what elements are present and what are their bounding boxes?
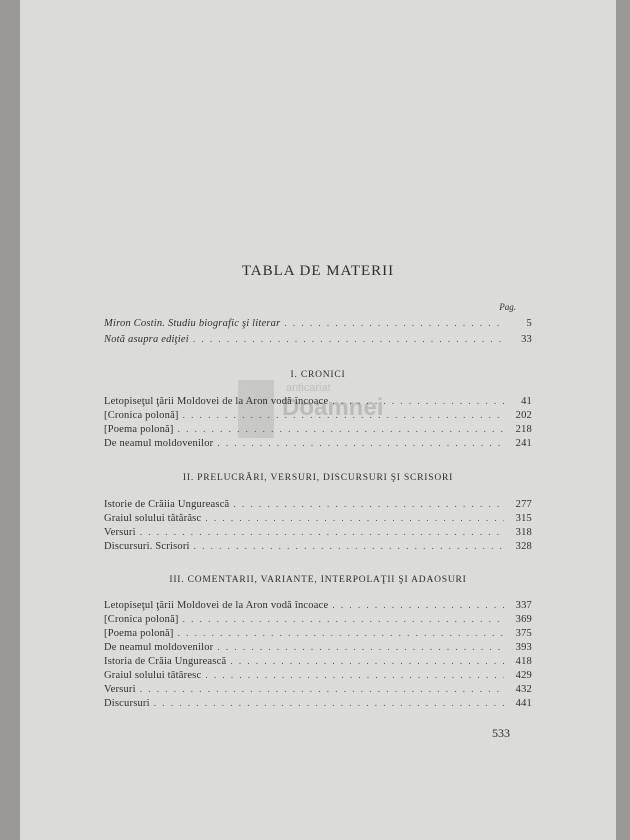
toc-entry-page: 328	[515, 541, 532, 552]
toc-entry-title: [Poema polonă]	[104, 628, 174, 639]
toc-entry	[104, 527, 532, 538]
leader-dots	[183, 614, 504, 624]
page-number: 533	[492, 726, 510, 740]
toc-entry-title: Miron Costin. Studiu biografic şi literar	[104, 318, 281, 329]
leader-dots	[193, 334, 504, 344]
toc-entry-title: [Poema polonă]	[104, 424, 174, 435]
toc-entry-title: De neamul moldovenilor	[104, 438, 214, 449]
toc-entry-title: Versuri	[104, 527, 136, 538]
leader-dots	[205, 513, 504, 523]
leader-dots	[217, 438, 504, 448]
toc-entry-title: Istoria de Crăia Ungurească	[104, 656, 227, 667]
toc-entry	[104, 670, 532, 681]
toc-entry	[104, 499, 532, 510]
toc-entry-page: 375	[515, 628, 532, 639]
toc-entry	[104, 513, 532, 524]
toc-entry-page: 432	[515, 684, 532, 695]
leader-dots	[233, 499, 504, 509]
toc-entry-page: 318	[515, 527, 532, 538]
toc-entry-page: 33	[521, 334, 532, 345]
toc-entry	[104, 614, 532, 625]
toc-entry-title: Versuri	[104, 684, 136, 695]
leader-dots	[217, 642, 504, 652]
toc-entry	[104, 628, 532, 639]
toc-entry	[104, 410, 532, 421]
toc-entry-title: Letopiseţul ţării Moldovei de la Aron vodă încoace	[104, 600, 329, 611]
toc-entry-page: 218	[515, 424, 532, 435]
book-page	[20, 0, 616, 840]
toc-entry-title: [Cronica polonă]	[104, 410, 179, 421]
toc-entry-page: 5	[526, 318, 532, 329]
toc-entry	[104, 698, 532, 709]
toc-entry-title: Notă asupra ediţiei	[104, 334, 189, 345]
toc-entry-page: 41	[521, 396, 532, 407]
toc-entry-page: 369	[515, 614, 532, 625]
leader-dots	[140, 527, 504, 537]
leader-dots	[154, 698, 504, 708]
toc-entry	[104, 541, 532, 552]
toc-entry-title: Graiul solului tătărăsc	[104, 513, 202, 524]
toc-entry-page: 337	[515, 600, 532, 611]
section-heading: III. COMENTARII, VARIANTE, INTERPOLAŢII ŞI ADAOSURI	[169, 575, 467, 585]
toc-entry-page: 241	[515, 438, 532, 449]
toc-entry-page: 429	[515, 670, 532, 681]
toc-entry	[104, 396, 532, 407]
toc-entry-page: 202	[515, 410, 532, 421]
watermark-top-text: anticariat	[286, 382, 331, 394]
toc-entry-page: 441	[515, 698, 532, 709]
leader-dots	[194, 541, 504, 551]
leader-dots	[178, 628, 504, 638]
toc-entry-title: De neamul moldovenilor	[104, 642, 214, 653]
leader-dots	[178, 424, 504, 434]
toc-entry-page: 277	[515, 499, 532, 510]
page-title: TABLA DE MATERII	[241, 263, 395, 279]
toc-entry-title: Istorie de Crăiia Ungurească	[104, 499, 230, 510]
toc-entry	[104, 424, 532, 435]
section-heading: II. PRELUCRĂRI, VERSURI, DISCURSURI ŞI SCRISORI	[182, 473, 454, 483]
toc-entry-page: 393	[515, 642, 532, 653]
leader-dots	[332, 396, 504, 406]
toc-entry-page: 418	[515, 656, 532, 667]
toc-entry-page: 315	[515, 513, 532, 524]
toc-entry	[104, 438, 532, 449]
leader-dots	[140, 684, 504, 694]
leader-dots	[284, 318, 504, 328]
toc-entry	[104, 318, 532, 329]
toc-entry-title: Discursuri. Scrisori	[104, 541, 190, 552]
toc-entry-title: Discursuri	[104, 698, 150, 709]
pag-label: Pag.	[499, 302, 516, 312]
toc-entry-title: Graiul solului tătăresc	[104, 670, 202, 681]
toc-entry	[104, 656, 532, 667]
section-heading: I. CRONICI	[290, 370, 346, 380]
leader-dots	[183, 410, 504, 420]
toc-entry	[104, 334, 532, 345]
leader-dots	[230, 656, 504, 666]
watermark-main-text: Doamnei	[282, 394, 384, 421]
leader-dots	[205, 670, 504, 680]
toc-entry	[104, 600, 532, 611]
toc-entry-title: Letopiseţul ţării Moldovei de la Aron vodă încoace	[104, 396, 329, 407]
toc-entry	[104, 642, 532, 653]
leader-dots	[332, 600, 504, 610]
toc-entry-title: [Cronica polonă]	[104, 614, 179, 625]
toc-entry	[104, 684, 532, 695]
